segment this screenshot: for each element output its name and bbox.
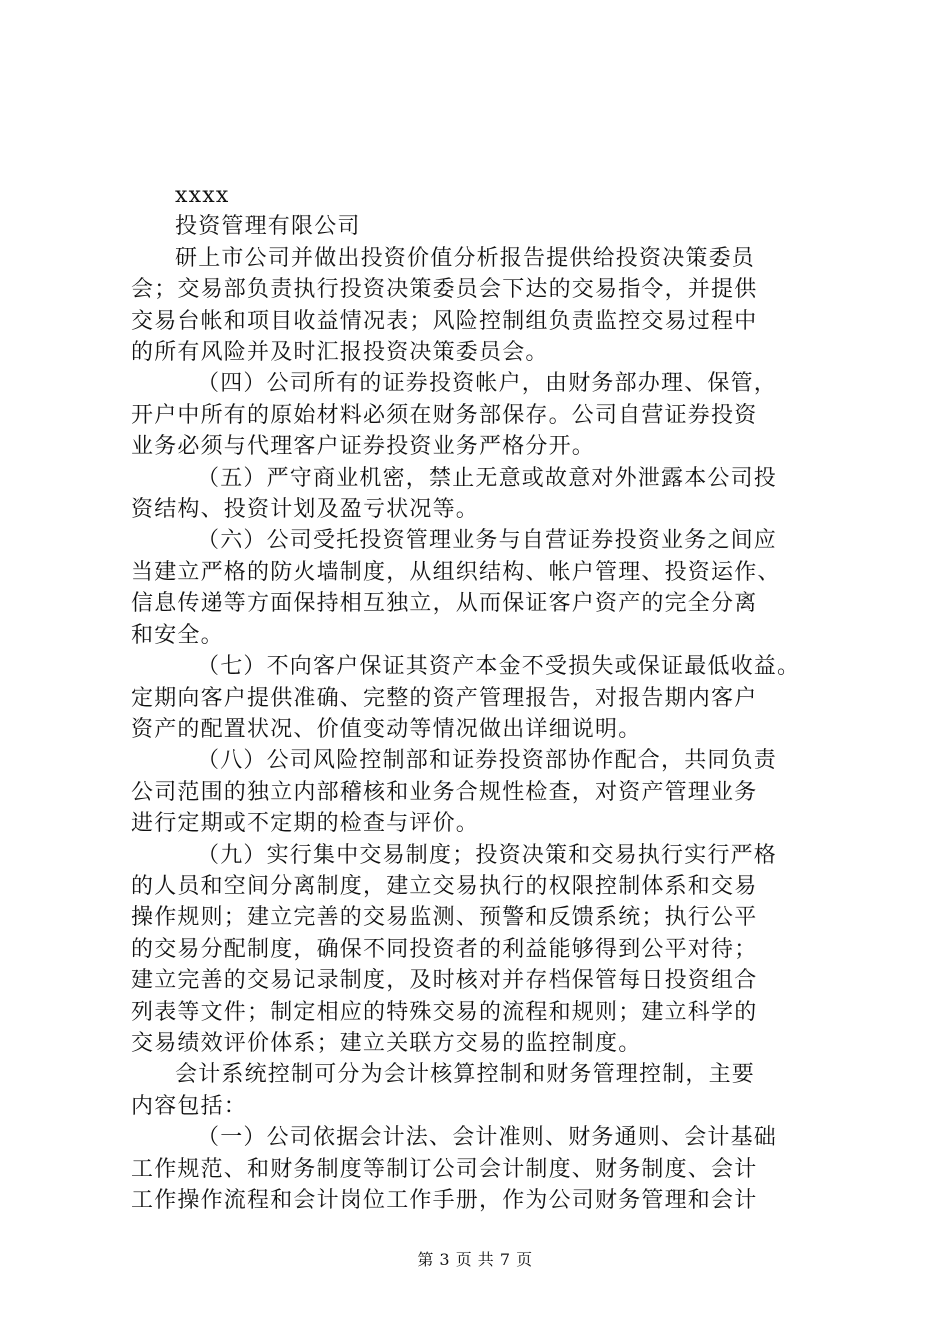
- document-body: [131, 180, 831, 1216]
- paragraph: （四）公司所有的证券投资帐户，由财务部办理、保管， 开户中所有的原始材料必须在财务部保存。公司自营证券投资 业务必须与代理客户证券投资业务严格分开。: [131, 371, 778, 460]
- heading-company: 投资管理有限公司: [175, 214, 361, 240]
- paragraph: （七）不向客户保证其资产本金不受损失或保证最低收益。 定期向客户提供准确、完整的资产管理报告，对报告期内客户 资产的配置状况、价值变动等情况做出详细说明。: [131, 654, 801, 742]
- page-number-footer: 第 3 页 共 7 页: [417, 1250, 533, 1269]
- paragraph: （九）实行集中交易制度；投资决策和交易执行实行严格 的人员和空间分离制度，建立交易执行的权限控制体系和交易 操作规则；建立完善的交易监测、预警和反馈系统；执行公平 的交易分配制度，确保不同投资者的利益能够得到公平对待； 建立完善的交易记录制度，及时核对并存档保管每日投资组合 列表等文件；制定相应的特殊交易的流程和规则；建立科学的 交易绩效评价体系；建立关联方交易的监控制度。: [131, 842, 778, 1056]
- paragraph: （六）公司受托投资管理业务与自营证券投资业务之间应 当建立严格的防火墙制度，从组织结构、帐户管理、投资运作、 信息传递等方面保持相互独立，从而保证客户资产的完全分离 和安全。: [131, 528, 781, 648]
- paragraph: 研上市公司并做出投资价值分析报告提供给投资决策委员 会；交易部负责执行投资决策委员会下达的交易指令，并提供 交易台帐和项目收益情况表；风险控制组负责监控交易过程中 的所有风险并及时汇报投资决策委员会。: [131, 245, 758, 366]
- paragraph: （一）公司依据会计法、会计准则、财务通则、会计基础 工作规范、和财务制度等制订公司会计制度、财务制度、会计 工作操作流程和会计岗位工作手册，作为公司财务管理和会计: [131, 1125, 778, 1213]
- paragraph: 会计系统控制可分为会计核算控制和财务管理控制，主要 内容包括：: [131, 1062, 756, 1119]
- heading-code: xxxx: [175, 183, 230, 208]
- paragraph: （五）严守商业机密，禁止无意或故意对外泄露本公司投 资结构、投资计划及盈亏状况等。: [131, 465, 778, 523]
- paragraph: （八）公司风险控制部和证券投资部协作配合，共同负责 公司范围的独立内部稽核和业务合规性检查，对资产管理业务 进行定期或不定期的检查与评价。: [131, 748, 778, 837]
